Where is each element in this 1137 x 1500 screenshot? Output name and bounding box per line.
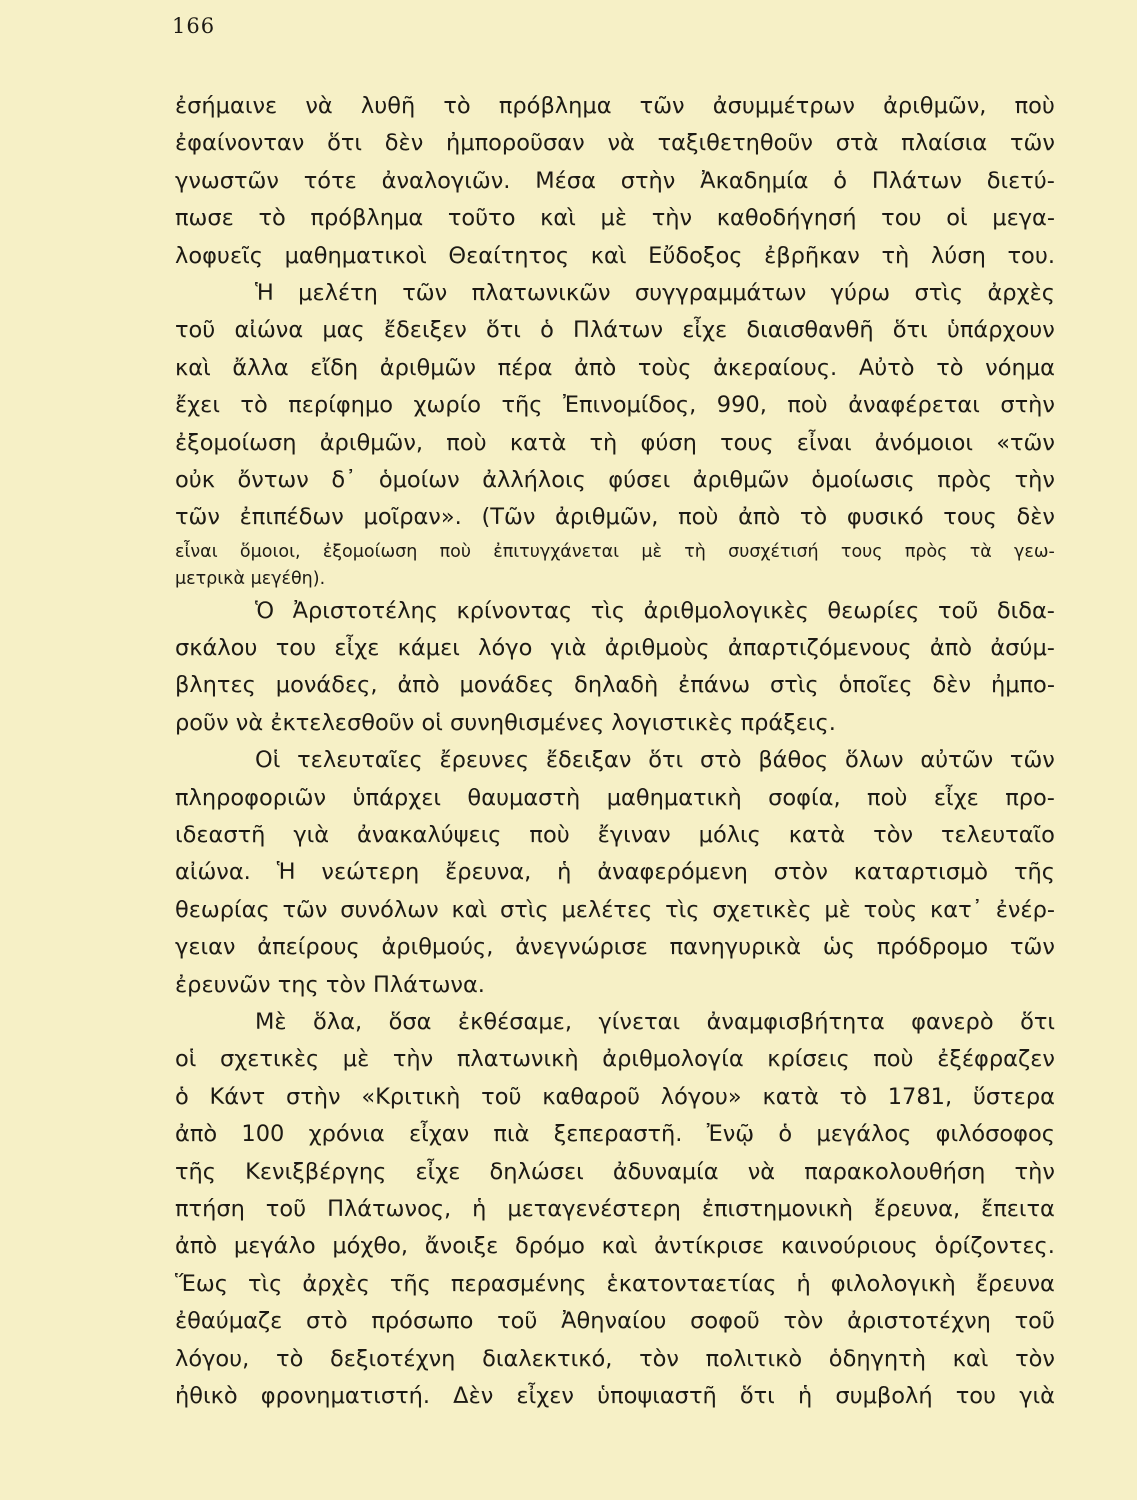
- text-line: ἐρευνῶν της τὸν Πλάτωνα.: [175, 971, 485, 998]
- text-line: πωσε τὸ πρόβλημα τοῦτο καὶ μὲ τὴν καθοδήγησή του οἱ μεγα-: [175, 205, 1055, 232]
- text-line: λοφυεῖς μαθηματικοὶ Θεαίτητος καὶ Εὔδοξος ἐβρῆκαν τὴ λύση του.: [175, 242, 1055, 269]
- body-text: [175, 88, 1055, 1415]
- text-line: οἱ σχετικὲς μὲ τὴν πλατωνικὴ ἀριθμολογία κρίσεις ποὺ ἐξέφραζεν: [175, 1046, 1055, 1073]
- text-line: βλητες μονάδες, ἀπὸ μονάδες δηλαδὴ ἐπάνω στὶς ὁποῖες δὲν ἠμπο-: [175, 672, 1055, 699]
- text-line: ἀπὸ μεγάλο μόχθο, ἄνοιξε δρόμο καὶ ἀντίκρισε καινούριους ὁρίζοντες.: [175, 1233, 1055, 1260]
- text-line: ροῦν νὰ ἐκτελεσθοῦν οἱ συνηθισμένες λογιστικὲς πράξεις.: [175, 709, 836, 736]
- text-line: Ἕως τὶς ἀρχὲς τῆς περασμένης ἑκατονταετίας ἡ φιλολογικὴ ἔρευνα: [175, 1270, 1055, 1297]
- text-line: ἠθικὸ φρονηματιστή. Δὲν εἶχεν ὑποψιαστῆ ὅτι ἡ συμβολή του γιὰ: [175, 1382, 1055, 1409]
- text-line: καὶ ἄλλα εἴδη ἀριθμῶν πέρα ἀπὸ τοὺς ἀκεραίους. Αὐτὸ τὸ νόημα: [175, 354, 1055, 381]
- text-line: Μὲ ὅλα, ὅσα ἐκθέσαμε, γίνεται ἀναμφισβήτητα φανερὸ ὅτι: [255, 1008, 1055, 1035]
- text-line: ἐσήμαινε νὰ λυθῆ τὸ πρόβλημα τῶν ἀσυμμέτρων ἀριθμῶν, ποὺ: [175, 93, 1055, 119]
- text-line: οὐκ ὄντων δ᾿ ὁμοίων ἀλλήλοις φύσει ἀριθμῶν ὁμοίωσις πρὸς τὴν: [175, 466, 1055, 493]
- text-line: σκάλου του εἶχε κάμει λόγο γιὰ ἀριθμοὺς ἀπαρτιζόμενους ἀπὸ ἀσύμ-: [175, 635, 1055, 662]
- text-line: τοῦ αἰώνα μας ἔδειξεν ὅτι ὁ Πλάτων εἶχε διαισθανθῆ ὅτι ὑπάρχουν: [175, 317, 1055, 344]
- text-line: πτήση τοῦ Πλάτωνος, ἡ μεταγενέστερη ἐπιστημονικὴ ἔρευνα, ἔπειτα: [175, 1195, 1055, 1222]
- text-line: τῆς Κενιξβέργης εἶχε δηλώσει ἀδυναμία νὰ παρακολουθήση τὴν: [175, 1158, 1055, 1185]
- text-line: λόγου, τὸ δεξιοτέχνη διαλεκτικό, τὸν πολιτικὸ ὁδηγητὴ καὶ τὸν: [175, 1345, 1055, 1372]
- text-line: ἐθαύμαζε στὸ πρόσωπο τοῦ Ἀθηναίου σοφοῦ τὸν ἀριστοτέχνη τοῦ: [175, 1308, 1055, 1335]
- page-number: 166: [172, 14, 216, 38]
- text-line: γνωστῶν τότε ἀναλογιῶν. Μέσα στὴν Ἀκαδημία ὁ Πλάτων διετύ-: [175, 167, 1055, 194]
- text-line: ἔχει τὸ περίφημο χωρίο τῆς Ἐπινομίδος, 990, ποὺ ἀναφέρεται στὴν: [175, 392, 1055, 419]
- text-line: αἰώνα. Ἡ νεώτερη ἔρευνα, ἡ ἀναφερόμενη στὸν καταρτισμὸ τῆς: [175, 859, 1055, 886]
- text-line: Ἡ μελέτη τῶν πλατωνικῶν συγγραμμάτων γύρω στὶς ἀρχὲς: [255, 279, 1055, 306]
- text-line: ὁ Κάντ στὴν «Κριτικὴ τοῦ καθαροῦ λόγου» κατὰ τὸ 1781, ὕστερα: [175, 1083, 1055, 1110]
- text-line: Ὁ Ἀριστοτέλης κρίνοντας τὶς ἀριθμολογικὲς θεωρίες τοῦ διδα-: [255, 597, 1055, 624]
- text-line: Οἱ τελευταῖες ἔρευνες ἔδειξαν ὅτι στὸ βάθος ὅλων αὐτῶν τῶν: [255, 747, 1055, 774]
- text-line: γειαν ἀπείρους ἀριθμούς, ἀνεγνώρισε πανηγυρικὰ ὡς πρόδρομο τῶν: [175, 934, 1055, 961]
- text-line: ἀπὸ 100 χρόνια εἶχαν πιὰ ξεπεραστῆ. Ἐνῷ ὁ μεγάλος φιλόσοφος: [175, 1121, 1055, 1148]
- parenthetical-line: μετρικὰ μεγέθη).: [175, 568, 326, 589]
- text-line: πληροφοριῶν ὑπάρχει θαυμαστὴ μαθηματικὴ σοφία, ποὺ εἶχε προ-: [175, 784, 1055, 811]
- text-line: ἐφαίνονταν ὅτι δὲν ἠμποροῦσαν νὰ ταξιθετηθοῦν στὰ πλαίσια τῶν: [175, 130, 1055, 157]
- text-line: ἐξομοίωση ἀριθμῶν, ποὺ κατὰ τὴ φύση τους εἶναι ἀνόμοιοι «τῶν: [175, 429, 1055, 456]
- text-line: ιδεαστῆ γιὰ ἀνακαλύψεις ποὺ ἔγιναν μόλις κατὰ τὸν τελευταῖο: [175, 822, 1055, 849]
- parenthetical-line: εἶναι ὅμοιοι, ἐξομοίωση ποὺ ἐπιτυγχάνεται μὲ τὴ συσχέτισή τους πρὸς τὰ γεω-: [175, 541, 1055, 562]
- text-line: θεωρίας τῶν συνόλων καὶ στὶς μελέτες τὶς σχετικὲς μὲ τοὺς κατ᾿ ἐνέρ-: [175, 896, 1055, 923]
- text-line: τῶν ἐπιπέδων μοῖραν». (Τῶν ἀριθμῶν, ποὺ ἀπὸ τὸ φυσικό τους δὲν: [175, 504, 1055, 531]
